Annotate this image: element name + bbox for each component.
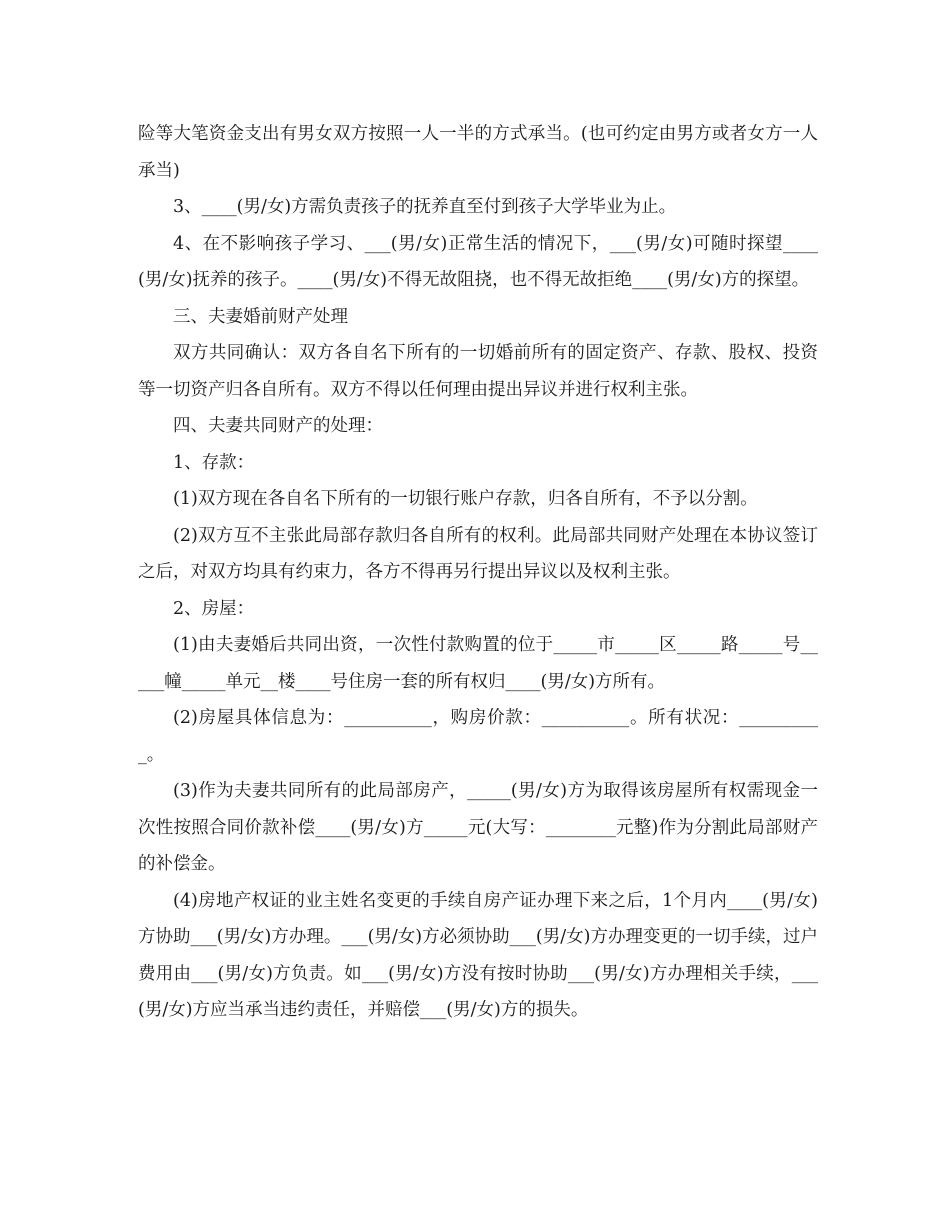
paragraph-clause-3: 3、____(男/女)方需负责孩子的抚养直至付到孩子大学毕业为止。 <box>173 197 677 217</box>
paragraph-housing-1: (1)由夫妻婚后共同出资，一次性付款购置的位于_____市_____区_____路_____号_____幢_____单元__楼____号住房一套的所有权归____(男/女)方所有。 <box>138 635 818 692</box>
paragraph-housing-3: (3)作为夫妻共同所有的此局部房产，_____(男/女)方为取得该房屋所有权需现金一次性按照合同价款补偿____(男/女)方_____元(大写：________元整)作为分割此局部财产的补偿金。 <box>138 781 818 874</box>
paragraph-housing-4: (4)房地产权证的业主姓名变更的手续自房产证办理下来之后，1个月内____(男/女)方协助___(男/女)方办理。___(男/女)方必须协助___(男/女)方办理变更的一切手续，过户费用由___(男/女)方负责。如___(男/女)方没有按时协助___(男/女)方办理相关手续，___(男/女)方应当承当违约责任，并赔偿___(男/女)方的损失。 <box>138 890 818 1020</box>
subheading-housing: 2、房屋： <box>173 598 255 619</box>
paragraph-clause-4: 4、在不影响孩子学习、___(男/女)正常生活的情况下，___(男/女)可随时探望____(男/女)抚养的孩子。____(男/女)不得无故阻挠，也不得无故拒绝____(男/女)方的探望。 <box>138 233 818 290</box>
document-page <box>138 116 818 1029</box>
section-heading-joint-property: 四、夫妻共同财产的处理： <box>173 416 383 436</box>
subheading-deposits: 1、存款： <box>173 452 255 473</box>
paragraph-housing-2: (2)房屋具体信息为：__________，购房价款：__________。所有状况：__________。 <box>138 708 818 765</box>
paragraph-deposits-1: (1)双方现在各自名下所有的一切银行账户存款，归各自所有，不予以分割。 <box>173 489 758 509</box>
section-heading-premarital-property: 三、夫妻婚前财产处理 <box>173 306 348 327</box>
paragraph-expense-sharing: 险等大笔资金支出有男女双方按照一人一半的方式承当。(也可约定由男方或者女方一人承当) <box>138 124 818 181</box>
paragraph-deposits-2: (2)双方互不主张此局部存款归各自所有的权利。此局部共同财产处理在本协议签订之后，对双方均具有约束力，各方不得再另行提出异议以及权利主张。 <box>138 525 818 582</box>
paragraph-joint-confirmation: 双方共同确认：双方各自名下所有的一切婚前所有的固定资产、存款、股权、投资等一切资产归各自所有。双方不得以任何理由提出异议并进行权利主张。 <box>138 343 818 400</box>
